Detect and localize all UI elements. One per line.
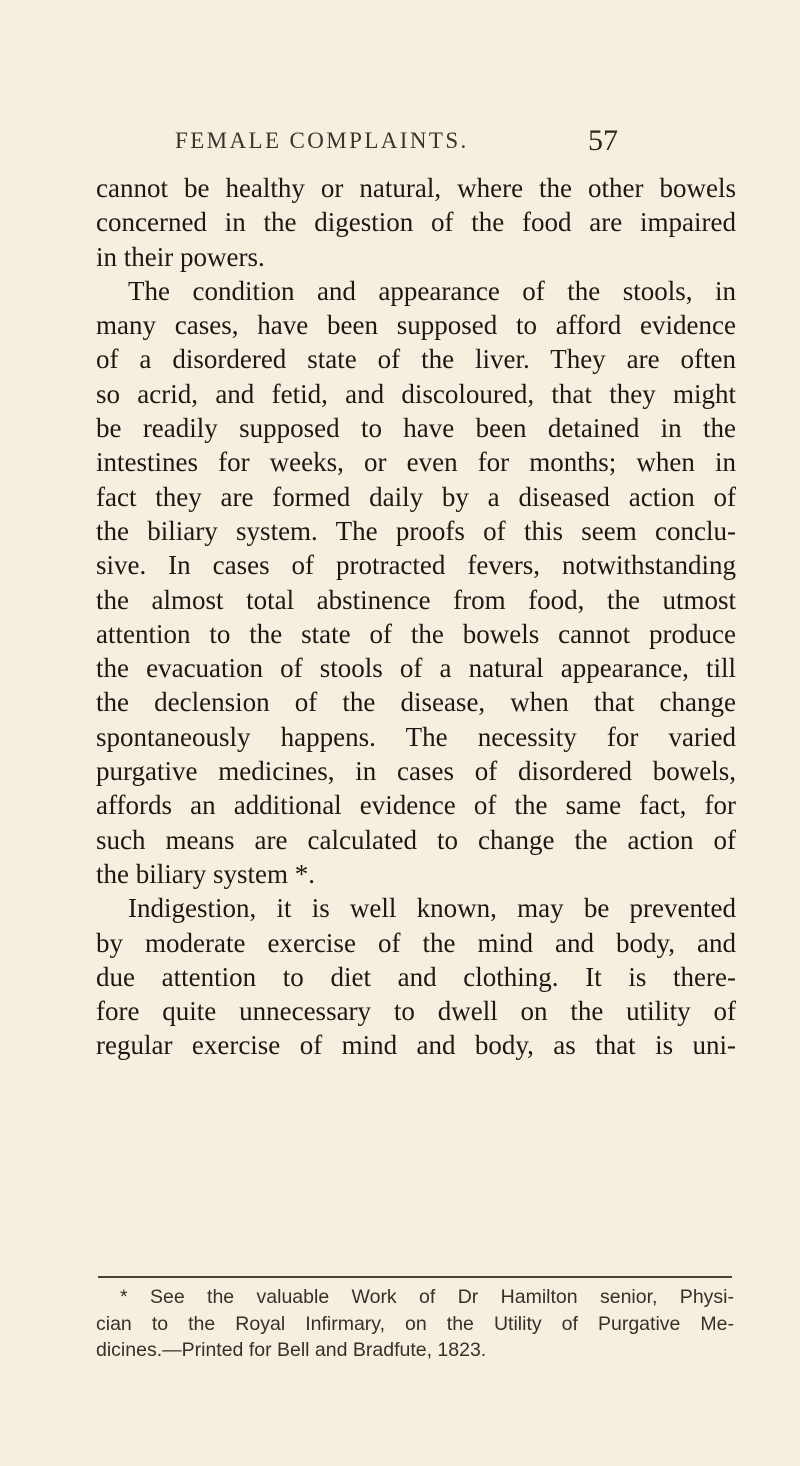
text-line: fore quite unnecessary to dwell on the utility of [96, 996, 736, 1027]
text-line: be readily supposed to have been detained in the [96, 413, 736, 444]
text-line: many cases, have been supposed to afford evidence [96, 310, 736, 341]
text-line: concerned in the digestion of the food are impaired [96, 207, 736, 238]
text-line: Indigestion, it is well known, may be prevented [128, 893, 736, 924]
text-line: in their powers. [96, 241, 265, 272]
text-line: The condition and appearance of the stools, in [128, 275, 736, 306]
text-line: the declension of the disease, when that change [96, 687, 736, 718]
text-line: the biliary system *. [96, 858, 315, 889]
text-line: regular exercise of mind and body, as that is uni- [96, 1030, 736, 1061]
text-line: fact they are formed daily by a diseased action of [96, 481, 736, 512]
page-header [0, 124, 800, 168]
page-number: 57 [588, 124, 618, 157]
text-line: the biliary system. The proofs of this seem conclu- [96, 515, 736, 546]
footnote [96, 1284, 734, 1364]
text-line: of a disordered state of the liver. They are often [96, 344, 736, 375]
text-line: cannot be healthy or natural, where the other bowels [96, 173, 736, 203]
footnote-divider [98, 1276, 732, 1278]
footnote-line: * See the valuable Work of Dr Hamilton senior, Physi- [120, 1286, 734, 1308]
running-head: FEMALE COMPLAINTS. [175, 128, 469, 153]
text-line: attention to the state of the bowels cannot produce [96, 618, 736, 649]
footnote-line: dicines.—Printed for Bell and Bradfute, 1823. [96, 1339, 487, 1361]
text-line: purgative medicines, in cases of disordered bowels, [96, 756, 736, 787]
footnote-line: cian to the Royal Infirmary, on the Utility of Purgative Me- [96, 1312, 734, 1335]
text-line: spontaneously happens. The necessity for varied [96, 721, 736, 752]
text-line: by moderate exercise of the mind and body, and [96, 927, 736, 958]
body-text [96, 171, 736, 1063]
text-line: the evacuation of stools of a natural appearance, till [96, 653, 736, 684]
text-line: so acrid, and fetid, and discoloured, that they might [96, 378, 736, 409]
text-line: sive. In cases of protracted fevers, notwithstanding [96, 550, 736, 581]
text-line: due attention to diet and clothing. It is there- [96, 961, 736, 992]
text-line: intestines for weeks, or even for months; when in [96, 447, 736, 478]
text-line: the almost total abstinence from food, the utmost [96, 584, 736, 615]
text-line: affords an additional evidence of the same fact, for [96, 790, 736, 821]
text-line: such means are calculated to change the action of [96, 824, 736, 855]
